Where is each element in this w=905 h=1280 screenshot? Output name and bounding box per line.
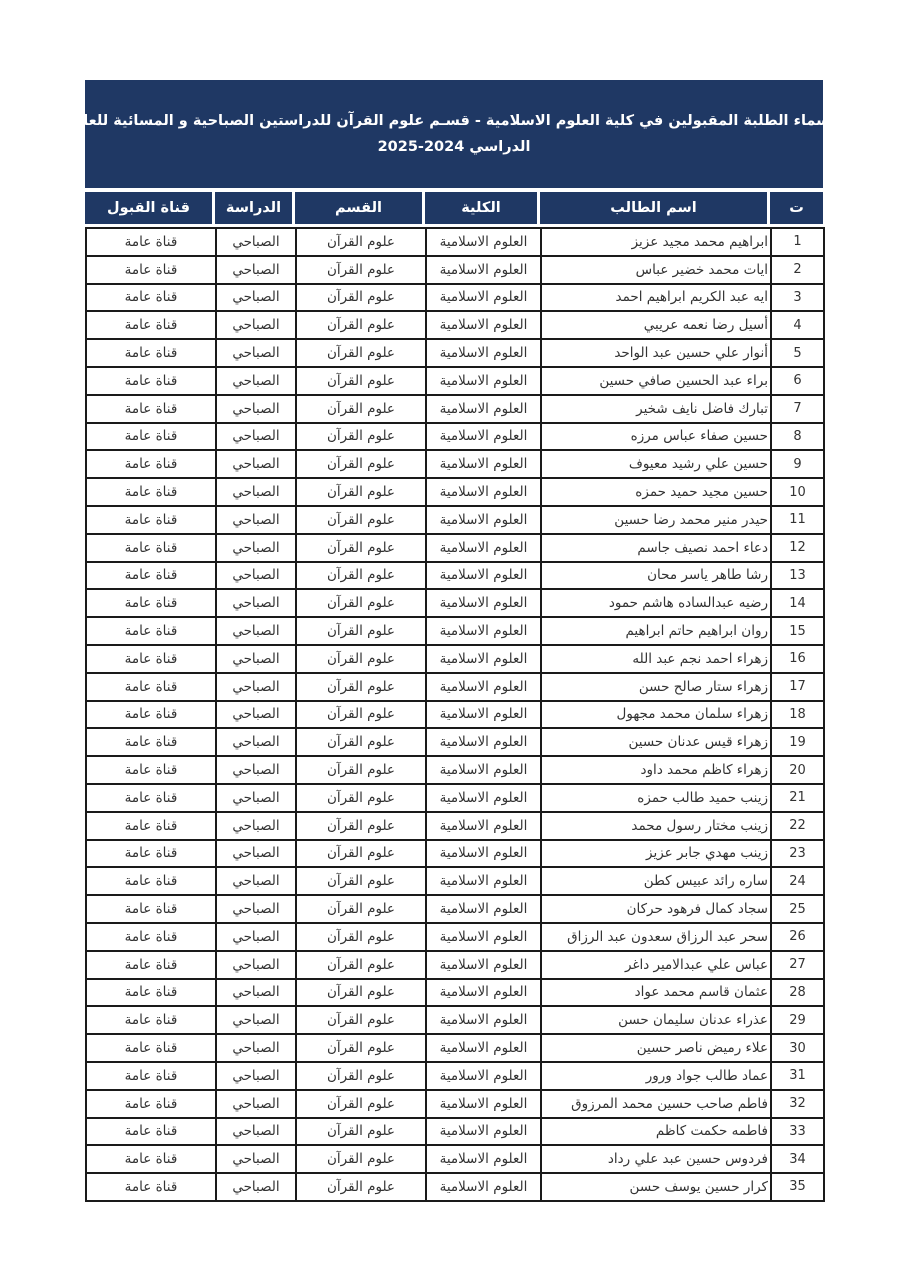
department-cell: علوم القرآن (296, 1034, 426, 1062)
department-cell: علوم القرآن (296, 728, 426, 756)
row-number-cell: 12 (771, 534, 824, 562)
college-cell: العلوم الاسلامية (426, 895, 541, 923)
student-name-cell: فردوس حسين عبد علي رداد (541, 1145, 771, 1173)
student-name-cell: زهراء قيس عدنان حسين (541, 728, 771, 756)
department-cell: علوم القرآن (296, 339, 426, 367)
header-cell-department: القسم (295, 192, 425, 224)
college-cell: العلوم الاسلامية (426, 923, 541, 951)
row-number-cell: 2 (771, 256, 824, 284)
admission-channel-cell: قناة عامة (86, 979, 216, 1007)
admission-channel-cell: قناة عامة (86, 784, 216, 812)
students-table-body (86, 228, 824, 1201)
table-row (86, 450, 824, 478)
college-cell: العلوم الاسلامية (426, 339, 541, 367)
row-number-cell: 15 (771, 617, 824, 645)
college-cell: العلوم الاسلامية (426, 450, 541, 478)
student-name-cell: عباس علي عبدالامير داغر (541, 951, 771, 979)
row-number-cell: 1 (771, 228, 824, 256)
college-cell: العلوم الاسلامية (426, 673, 541, 701)
department-cell: علوم القرآن (296, 617, 426, 645)
department-cell: علوم القرآن (296, 840, 426, 868)
row-number-cell: 5 (771, 339, 824, 367)
table-row (86, 1173, 824, 1201)
table-row (86, 645, 824, 673)
study-cell: الصباحي (216, 1062, 296, 1090)
table-row (86, 1006, 824, 1034)
student-name-cell: رشا طاهر ياسر محان (541, 562, 771, 590)
student-name-cell: رضيه عبدالساده هاشم حمود (541, 589, 771, 617)
table-row (86, 867, 824, 895)
study-cell: الصباحي (216, 256, 296, 284)
department-cell: علوم القرآن (296, 1118, 426, 1146)
header-cell-college: الكلية (425, 192, 540, 224)
row-number-cell: 22 (771, 812, 824, 840)
college-cell: العلوم الاسلامية (426, 1034, 541, 1062)
department-cell: علوم القرآن (296, 423, 426, 451)
department-cell: علوم القرآن (296, 979, 426, 1007)
department-cell: علوم القرآن (296, 756, 426, 784)
student-name-cell: ساره رائد عبيس كطن (541, 867, 771, 895)
admission-channel-cell: قناة عامة (86, 923, 216, 951)
department-cell: علوم القرآن (296, 1090, 426, 1118)
college-cell: العلوم الاسلامية (426, 228, 541, 256)
table-row (86, 339, 824, 367)
study-cell: الصباحي (216, 284, 296, 312)
row-number-cell: 30 (771, 1034, 824, 1062)
study-cell: الصباحي (216, 1118, 296, 1146)
student-name-cell: تبارك فاضل نايف شخير (541, 395, 771, 423)
table-row (86, 1090, 824, 1118)
row-number-cell: 3 (771, 284, 824, 312)
study-cell: الصباحي (216, 728, 296, 756)
department-cell: علوم القرآن (296, 1006, 426, 1034)
college-cell: العلوم الاسلامية (426, 311, 541, 339)
table-row (86, 1118, 824, 1146)
department-cell: علوم القرآن (296, 367, 426, 395)
admission-channel-cell: قناة عامة (86, 311, 216, 339)
study-cell: الصباحي (216, 895, 296, 923)
table-row (86, 951, 824, 979)
department-cell: علوم القرآن (296, 506, 426, 534)
admission-channel-cell: قناة عامة (86, 756, 216, 784)
student-name-cell: أسيل رضا نعمه عريبي (541, 311, 771, 339)
row-number-cell: 25 (771, 895, 824, 923)
admission-channel-cell: قناة عامة (86, 367, 216, 395)
department-cell: علوم القرآن (296, 1173, 426, 1201)
admission-channel-cell: قناة عامة (86, 895, 216, 923)
table-row (86, 423, 824, 451)
study-cell: الصباحي (216, 311, 296, 339)
department-cell: علوم القرآن (296, 701, 426, 729)
table-row (86, 1145, 824, 1173)
row-number-cell: 21 (771, 784, 824, 812)
student-name-cell: زينب حميد طالب حمزه (541, 784, 771, 812)
students-table-wrap (85, 227, 823, 1202)
row-number-cell: 14 (771, 589, 824, 617)
student-name-cell: حسين صفاء عباس مرزه (541, 423, 771, 451)
table-row (86, 701, 824, 729)
department-cell: علوم القرآن (296, 867, 426, 895)
document-title-banner (72, 80, 836, 188)
college-cell: العلوم الاسلامية (426, 951, 541, 979)
admission-channel-cell: قناة عامة (86, 728, 216, 756)
study-cell: الصباحي (216, 395, 296, 423)
college-cell: العلوم الاسلامية (426, 1118, 541, 1146)
row-number-cell: 13 (771, 562, 824, 590)
admission-channel-cell: قناة عامة (86, 1062, 216, 1090)
department-cell: علوم القرآن (296, 562, 426, 590)
row-number-cell: 23 (771, 840, 824, 868)
admission-channel-cell: قناة عامة (86, 812, 216, 840)
row-number-cell: 4 (771, 311, 824, 339)
study-cell: الصباحي (216, 1034, 296, 1062)
table-row (86, 617, 824, 645)
table-row (86, 784, 824, 812)
row-number-cell: 6 (771, 367, 824, 395)
row-number-cell: 27 (771, 951, 824, 979)
college-cell: العلوم الاسلامية (426, 589, 541, 617)
college-cell: العلوم الاسلامية (426, 256, 541, 284)
college-cell: العلوم الاسلامية (426, 1173, 541, 1201)
college-cell: العلوم الاسلامية (426, 1090, 541, 1118)
college-cell: العلوم الاسلامية (426, 645, 541, 673)
study-cell: الصباحي (216, 923, 296, 951)
admission-channel-cell: قناة عامة (86, 617, 216, 645)
college-cell: العلوم الاسلامية (426, 1006, 541, 1034)
row-number-cell: 18 (771, 701, 824, 729)
study-cell: الصباحي (216, 756, 296, 784)
table-row (86, 812, 824, 840)
admission-channel-cell: قناة عامة (86, 1006, 216, 1034)
student-name-cell: دعاء احمد نصيف جاسم (541, 534, 771, 562)
college-cell: العلوم الاسلامية (426, 756, 541, 784)
study-cell: الصباحي (216, 701, 296, 729)
table-row (86, 228, 824, 256)
study-cell: الصباحي (216, 506, 296, 534)
row-number-cell: 35 (771, 1173, 824, 1201)
header-cell-student-name: اسم الطالب (540, 192, 770, 224)
table-row (86, 534, 824, 562)
study-cell: الصباحي (216, 534, 296, 562)
study-cell: الصباحي (216, 450, 296, 478)
department-cell: علوم القرآن (296, 1062, 426, 1090)
row-number-cell: 11 (771, 506, 824, 534)
study-cell: الصباحي (216, 951, 296, 979)
table-row (86, 840, 824, 868)
header-cell-number: ت (770, 192, 823, 224)
admission-channel-cell: قناة عامة (86, 506, 216, 534)
study-cell: الصباحي (216, 812, 296, 840)
table-row (86, 478, 824, 506)
department-cell: علوم القرآن (296, 256, 426, 284)
academic-year-range: 2025-2024 (377, 139, 465, 155)
college-cell: العلوم الاسلامية (426, 728, 541, 756)
row-number-cell: 32 (771, 1090, 824, 1118)
student-name-cell: زينب مهدي جابر عزيز (541, 840, 771, 868)
department-cell: علوم القرآن (296, 812, 426, 840)
student-name-cell: ابراهيم محمد مجيد عزيز (541, 228, 771, 256)
row-number-cell: 28 (771, 979, 824, 1007)
department-cell: علوم القرآن (296, 311, 426, 339)
row-number-cell: 33 (771, 1118, 824, 1146)
study-cell: الصباحي (216, 840, 296, 868)
row-number-cell: 19 (771, 728, 824, 756)
study-cell: الصباحي (216, 867, 296, 895)
admission-channel-cell: قناة عامة (86, 284, 216, 312)
department-cell: علوم القرآن (296, 450, 426, 478)
department-cell: علوم القرآن (296, 228, 426, 256)
student-name-cell: سحر عبد الرزاق سعدون عبد الرزاق (541, 923, 771, 951)
student-name-cell: روان ابراهيم حاتم ابراهيم (541, 617, 771, 645)
department-cell: علوم القرآن (296, 284, 426, 312)
student-name-cell: براء عبد الحسين صافي حسين (541, 367, 771, 395)
student-name-cell: ايه عبد الكريم ابراهيم احمد (541, 284, 771, 312)
student-name-cell: ايات محمد خضير عباس (541, 256, 771, 284)
college-cell: العلوم الاسلامية (426, 423, 541, 451)
table-row (86, 1034, 824, 1062)
college-cell: العلوم الاسلامية (426, 534, 541, 562)
student-name-cell: حسين علي رشيد معيوف (541, 450, 771, 478)
title-line-2-label: الدراسي (469, 139, 531, 155)
college-cell: العلوم الاسلامية (426, 284, 541, 312)
table-row (86, 728, 824, 756)
admission-channel-cell: قناة عامة (86, 562, 216, 590)
admission-channel-cell: قناة عامة (86, 339, 216, 367)
student-name-cell: علاء رميض ناصر حسين (541, 1034, 771, 1062)
study-cell: الصباحي (216, 228, 296, 256)
table-row (86, 395, 824, 423)
row-number-cell: 29 (771, 1006, 824, 1034)
admission-channel-cell: قناة عامة (86, 256, 216, 284)
admission-channel-cell: قناة عامة (86, 450, 216, 478)
admission-channel-cell: قناة عامة (86, 1090, 216, 1118)
study-cell: الصباحي (216, 617, 296, 645)
header-cell-admission-channel: قناة القبول (85, 192, 215, 224)
table-row (86, 311, 824, 339)
student-name-cell: أنوار علي حسين عبد الواحد (541, 339, 771, 367)
row-number-cell: 31 (771, 1062, 824, 1090)
study-cell: الصباحي (216, 673, 296, 701)
header-cell-study: الدراسة (215, 192, 295, 224)
college-cell: العلوم الاسلامية (426, 701, 541, 729)
row-number-cell: 7 (771, 395, 824, 423)
department-cell: علوم القرآن (296, 1145, 426, 1173)
table-row (86, 673, 824, 701)
row-number-cell: 17 (771, 673, 824, 701)
admission-channel-cell: قناة عامة (86, 951, 216, 979)
table-row (86, 562, 824, 590)
study-cell: الصباحي (216, 1090, 296, 1118)
study-cell: الصباحي (216, 645, 296, 673)
department-cell: علوم القرآن (296, 645, 426, 673)
study-cell: الصباحي (216, 423, 296, 451)
college-cell: العلوم الاسلامية (426, 1145, 541, 1173)
table-row (86, 923, 824, 951)
department-cell: علوم القرآن (296, 478, 426, 506)
college-cell: العلوم الاسلامية (426, 617, 541, 645)
college-cell: العلوم الاسلامية (426, 840, 541, 868)
student-name-cell: حسين مجيد حميد حمزه (541, 478, 771, 506)
title-line-2 (378, 139, 531, 155)
college-cell: العلوم الاسلامية (426, 367, 541, 395)
student-name-cell: زهراء سلمان محمد مجهول (541, 701, 771, 729)
table-row (86, 256, 824, 284)
table-row (86, 284, 824, 312)
admission-channel-cell: قناة عامة (86, 395, 216, 423)
study-cell: الصباحي (216, 562, 296, 590)
study-cell: الصباحي (216, 339, 296, 367)
study-cell: الصباحي (216, 1173, 296, 1201)
table-row (86, 979, 824, 1007)
department-cell: علوم القرآن (296, 589, 426, 617)
row-number-cell: 20 (771, 756, 824, 784)
student-name-cell: فاطم صاحب حسين محمد المرزوق (541, 1090, 771, 1118)
study-cell: الصباحي (216, 1145, 296, 1173)
admission-channel-cell: قناة عامة (86, 1145, 216, 1173)
college-cell: العلوم الاسلامية (426, 867, 541, 895)
title-line-1: اسماء الطلبة المقبولين في كلية العلوم الاسلامية - قسـم علوم القرآن للدراستين الصباحية و المسائية للعام (72, 113, 836, 129)
student-name-cell: زهراء ستار صالح حسن (541, 673, 771, 701)
row-number-cell: 26 (771, 923, 824, 951)
admission-channel-cell: قناة عامة (86, 1034, 216, 1062)
row-number-cell: 34 (771, 1145, 824, 1173)
student-name-cell: عثمان قاسم محمد عواد (541, 979, 771, 1007)
study-cell: الصباحي (216, 478, 296, 506)
study-cell: الصباحي (216, 589, 296, 617)
table-row (86, 756, 824, 784)
student-name-cell: زهراء كاظم محمد داود (541, 756, 771, 784)
admission-channel-cell: قناة عامة (86, 1118, 216, 1146)
department-cell: علوم القرآن (296, 784, 426, 812)
student-name-cell: زينب مختار رسول محمد (541, 812, 771, 840)
college-cell: العلوم الاسلامية (426, 979, 541, 1007)
row-number-cell: 10 (771, 478, 824, 506)
college-cell: العلوم الاسلامية (426, 784, 541, 812)
department-cell: علوم القرآن (296, 895, 426, 923)
study-cell: الصباحي (216, 784, 296, 812)
table-row (86, 367, 824, 395)
row-number-cell: 24 (771, 867, 824, 895)
table-row (86, 895, 824, 923)
row-number-cell: 8 (771, 423, 824, 451)
study-cell: الصباحي (216, 979, 296, 1007)
admission-channel-cell: قناة عامة (86, 840, 216, 868)
admission-channel-cell: قناة عامة (86, 701, 216, 729)
students-table (85, 227, 825, 1202)
study-cell: الصباحي (216, 367, 296, 395)
college-cell: العلوم الاسلامية (426, 506, 541, 534)
college-cell: العلوم الاسلامية (426, 1062, 541, 1090)
table-row (86, 506, 824, 534)
department-cell: علوم القرآن (296, 951, 426, 979)
department-cell: علوم القرآن (296, 395, 426, 423)
admission-channel-cell: قناة عامة (86, 423, 216, 451)
admission-channel-cell: قناة عامة (86, 645, 216, 673)
department-cell: علوم القرآن (296, 923, 426, 951)
admission-channel-cell: قناة عامة (86, 1173, 216, 1201)
college-cell: العلوم الاسلامية (426, 478, 541, 506)
admission-channel-cell: قناة عامة (86, 534, 216, 562)
study-cell: الصباحي (216, 1006, 296, 1034)
college-cell: العلوم الاسلامية (426, 812, 541, 840)
student-name-cell: سجاد كمال فرهود حركان (541, 895, 771, 923)
admission-channel-cell: قناة عامة (86, 478, 216, 506)
student-name-cell: كرار حسين يوسف حسن (541, 1173, 771, 1201)
student-name-cell: عماد طالب جواد ورور (541, 1062, 771, 1090)
row-number-cell: 9 (771, 450, 824, 478)
student-name-cell: زهراء احمد نجم عبد الله (541, 645, 771, 673)
college-cell: العلوم الاسلامية (426, 395, 541, 423)
row-number-cell: 16 (771, 645, 824, 673)
admission-channel-cell: قناة عامة (86, 589, 216, 617)
admission-channel-cell: قناة عامة (86, 867, 216, 895)
student-name-cell: فاطمه حكمت كاظم (541, 1118, 771, 1146)
department-cell: علوم القرآن (296, 534, 426, 562)
student-name-cell: عذراء عدنان سليمان حسن (541, 1006, 771, 1034)
student-name-cell: حيدر منير محمد رضا حسين (541, 506, 771, 534)
table-row (86, 1062, 824, 1090)
department-cell: علوم القرآن (296, 673, 426, 701)
table-header-row (85, 192, 823, 224)
table-row (86, 589, 824, 617)
admission-channel-cell: قناة عامة (86, 228, 216, 256)
admission-channel-cell: قناة عامة (86, 673, 216, 701)
college-cell: العلوم الاسلامية (426, 562, 541, 590)
